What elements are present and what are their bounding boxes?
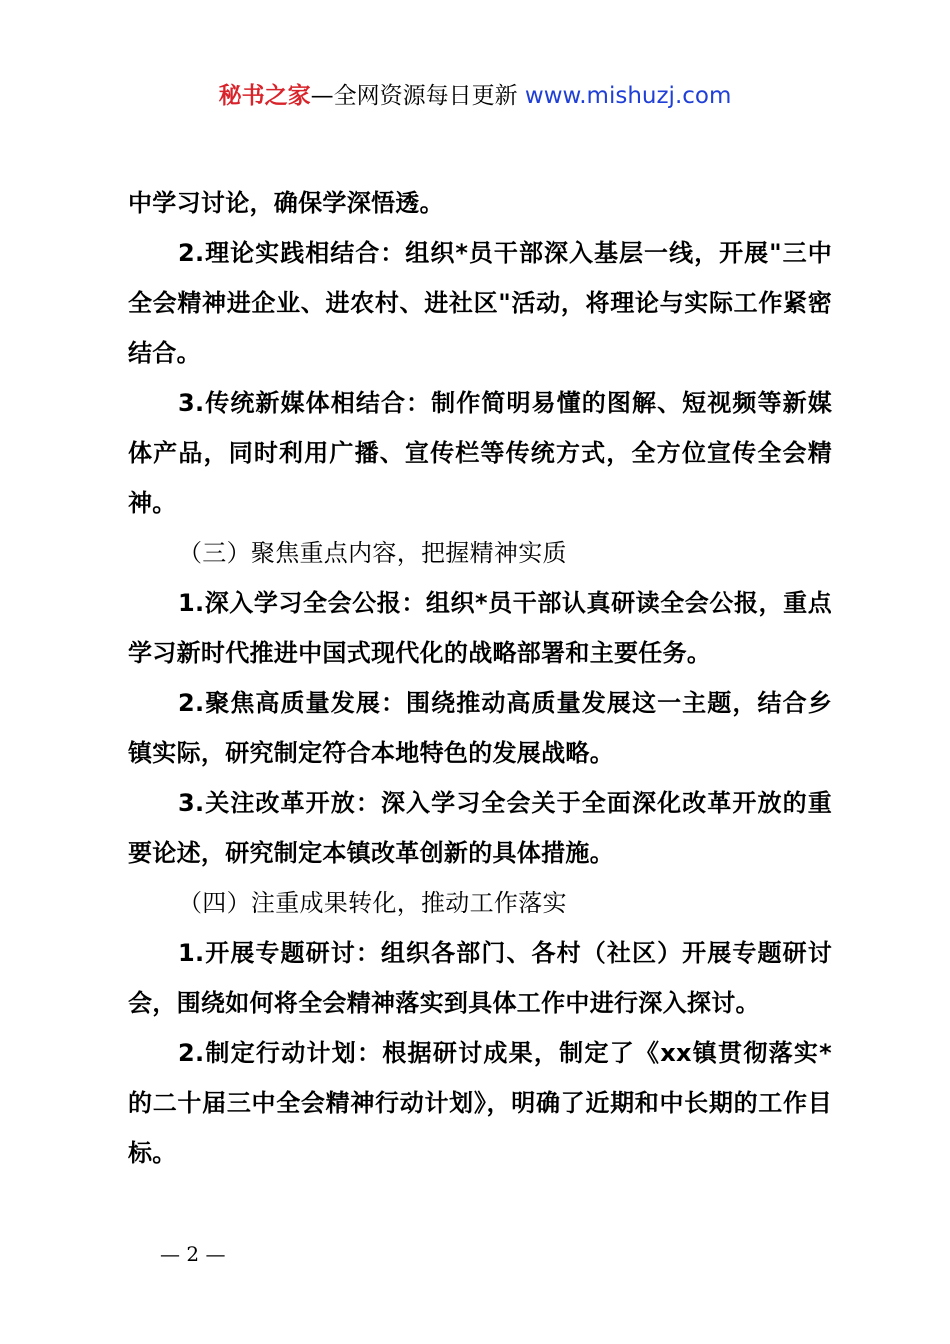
paragraph-item: 2.聚焦高质量发展：围绕推动高质量发展这一主题，结合乡镇实际，研究制定符合本地特色的发展战略。 [128,689,832,767]
page-header [0,80,950,112]
section-heading: （四）注重成果转化，推动工作落实 [178,889,567,917]
paragraph-item: 3.传统新媒体相结合：制作简明易懂的图解、短视频等新媒体产品，同时利用广播、宣传栏等传统方式，全方位宣传全会精神。 [128,389,832,517]
site-tagline: —全网资源每日更新 [310,83,525,109]
document-body [128,178,832,1178]
site-url[interactable]: www.mishuzj.com [524,83,732,109]
paragraph-item: 1.深入学习全会公报：组织*员干部认真研读全会公报，重点学习新时代推进中国式现代化的战略部署和主要任务。 [128,589,832,667]
paragraph-item: 1.开展专题研讨：组织各部门、各村（社区）开展专题研讨会，围绕如何将全会精神落实到具体工作中进行深入探讨。 [128,939,832,1017]
paragraph-continuation: 中学习讨论，确保学深悟透。 [128,189,444,217]
paragraph-item: 2.制定行动计划：根据研讨成果，制定了《xx镇贯彻落实*的二十届三中全会精神行动计划》，明确了近期和中长期的工作目标。 [128,1039,832,1167]
site-brand: 秘书之家 [218,83,311,109]
section-heading: （三）聚焦重点内容，把握精神实质 [178,539,567,567]
page-number: — 2 — [160,1242,226,1266]
paragraph-item: 2.理论实践相结合：组织*员干部深入基层一线，开展"三中全会精神进企业、进农村、进社区"活动，将理论与实际工作紧密结合。 [128,239,832,367]
paragraph-item: 3.关注改革开放：深入学习全会关于全面深化改革开放的重要论述，研究制定本镇改革创新的具体措施。 [128,789,832,867]
